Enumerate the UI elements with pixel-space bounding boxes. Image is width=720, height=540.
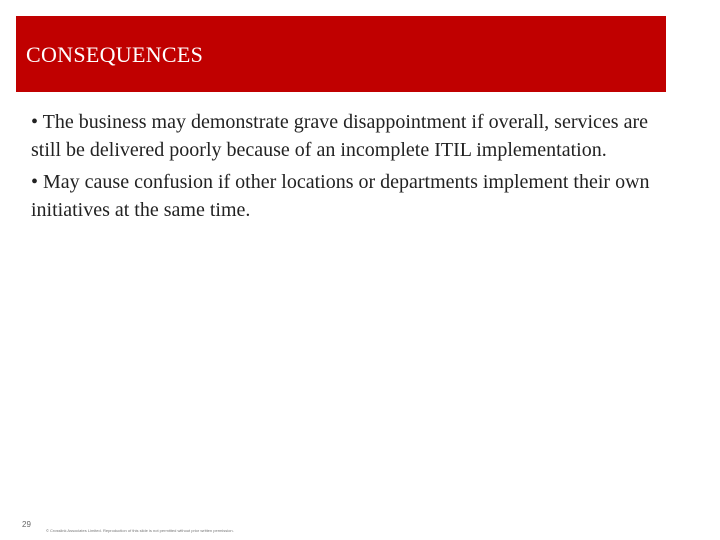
bullet-item: • The business may demonstrate grave disappointment if overall, services are still be delivered poorly because of an incomplete ITIL implementation. — [31, 111, 649, 161]
footer-copyright: © Crosslink Associates Limited. Reproduction of this slide is not permitted without prior written permission. — [46, 528, 234, 533]
bullet-item: • May cause confusion if other locations or departments implement their own initiatives at the same time. — [31, 171, 650, 221]
title-bar — [16, 16, 666, 92]
slide-title: CONSEQUENCES — [26, 42, 204, 67]
slide-number: 29 — [22, 520, 31, 529]
bullet-list — [31, 108, 671, 228]
